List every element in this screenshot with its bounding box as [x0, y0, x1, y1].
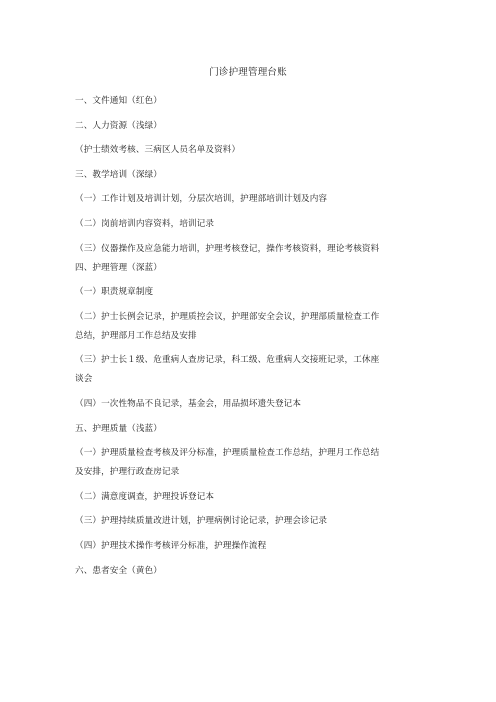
section-heading-training: 三、教学培训（深绿）	[75, 169, 162, 180]
list-item-management-2: （二）护士长例会记录，护理质控会议，护理部安全会议，护理部质量检查工作	[75, 311, 380, 322]
list-item-quality-4: （四）护理技术操作考核评分标准，护理操作流程	[75, 540, 267, 551]
document-title: 门诊护理管理台账	[209, 67, 287, 78]
list-item-training-3: （三）仪器操作及应急能力培训，护理考核登记，操作考核资料，理论考核资料	[75, 243, 380, 254]
list-item-management-3-cont: 谈会	[75, 374, 93, 385]
section-heading-management: 四、护理管理（深蓝）	[75, 262, 162, 273]
section-note-hr: （护士绩效考核、三病区人员名单及资料）	[75, 145, 241, 156]
section-heading-files: 一、文件通知（红色）	[75, 96, 162, 106]
list-item-quality-3: （三）护理持续质量改进计划，护理病例讨论记录，护理会诊记录	[75, 516, 328, 527]
list-item-management-1: （一）职责规章制度	[75, 287, 154, 298]
section-heading-quality: 五、护理质量（浅蓝）	[75, 423, 162, 434]
list-item-quality-2: （二）满意度调查，护理投诉登记本	[75, 491, 215, 502]
list-item-management-4: （四）一次性物品不良记录，基金会，用品损坏遗失登记本	[75, 398, 302, 409]
list-item-management-2-cont: 总结，护理部月工作总结及安排	[75, 330, 197, 341]
list-item-management-3: （三）护士长１级、危重病人查房记录，科工级、危重病人交接班记录，工休座	[75, 355, 380, 366]
section-heading-hr: 二、人力资源（浅绿）	[75, 120, 162, 131]
list-item-quality-1-cont: 及安排，护理行政查房记录	[75, 467, 180, 478]
list-item-quality-1: （一）护理质量检查考核及评分标准，护理质量检查工作总结，护理月工作总结	[75, 448, 380, 459]
section-heading-safety: 六、患者安全（黄色）	[75, 565, 162, 576]
list-item-training-1: （一）工作计划及培训计划，分层次培训，护理部培训计划及内容	[75, 194, 328, 205]
document-body	[75, 95, 425, 589]
list-item-training-2: （二）岗前培训内容资料，培训记录	[75, 218, 215, 229]
